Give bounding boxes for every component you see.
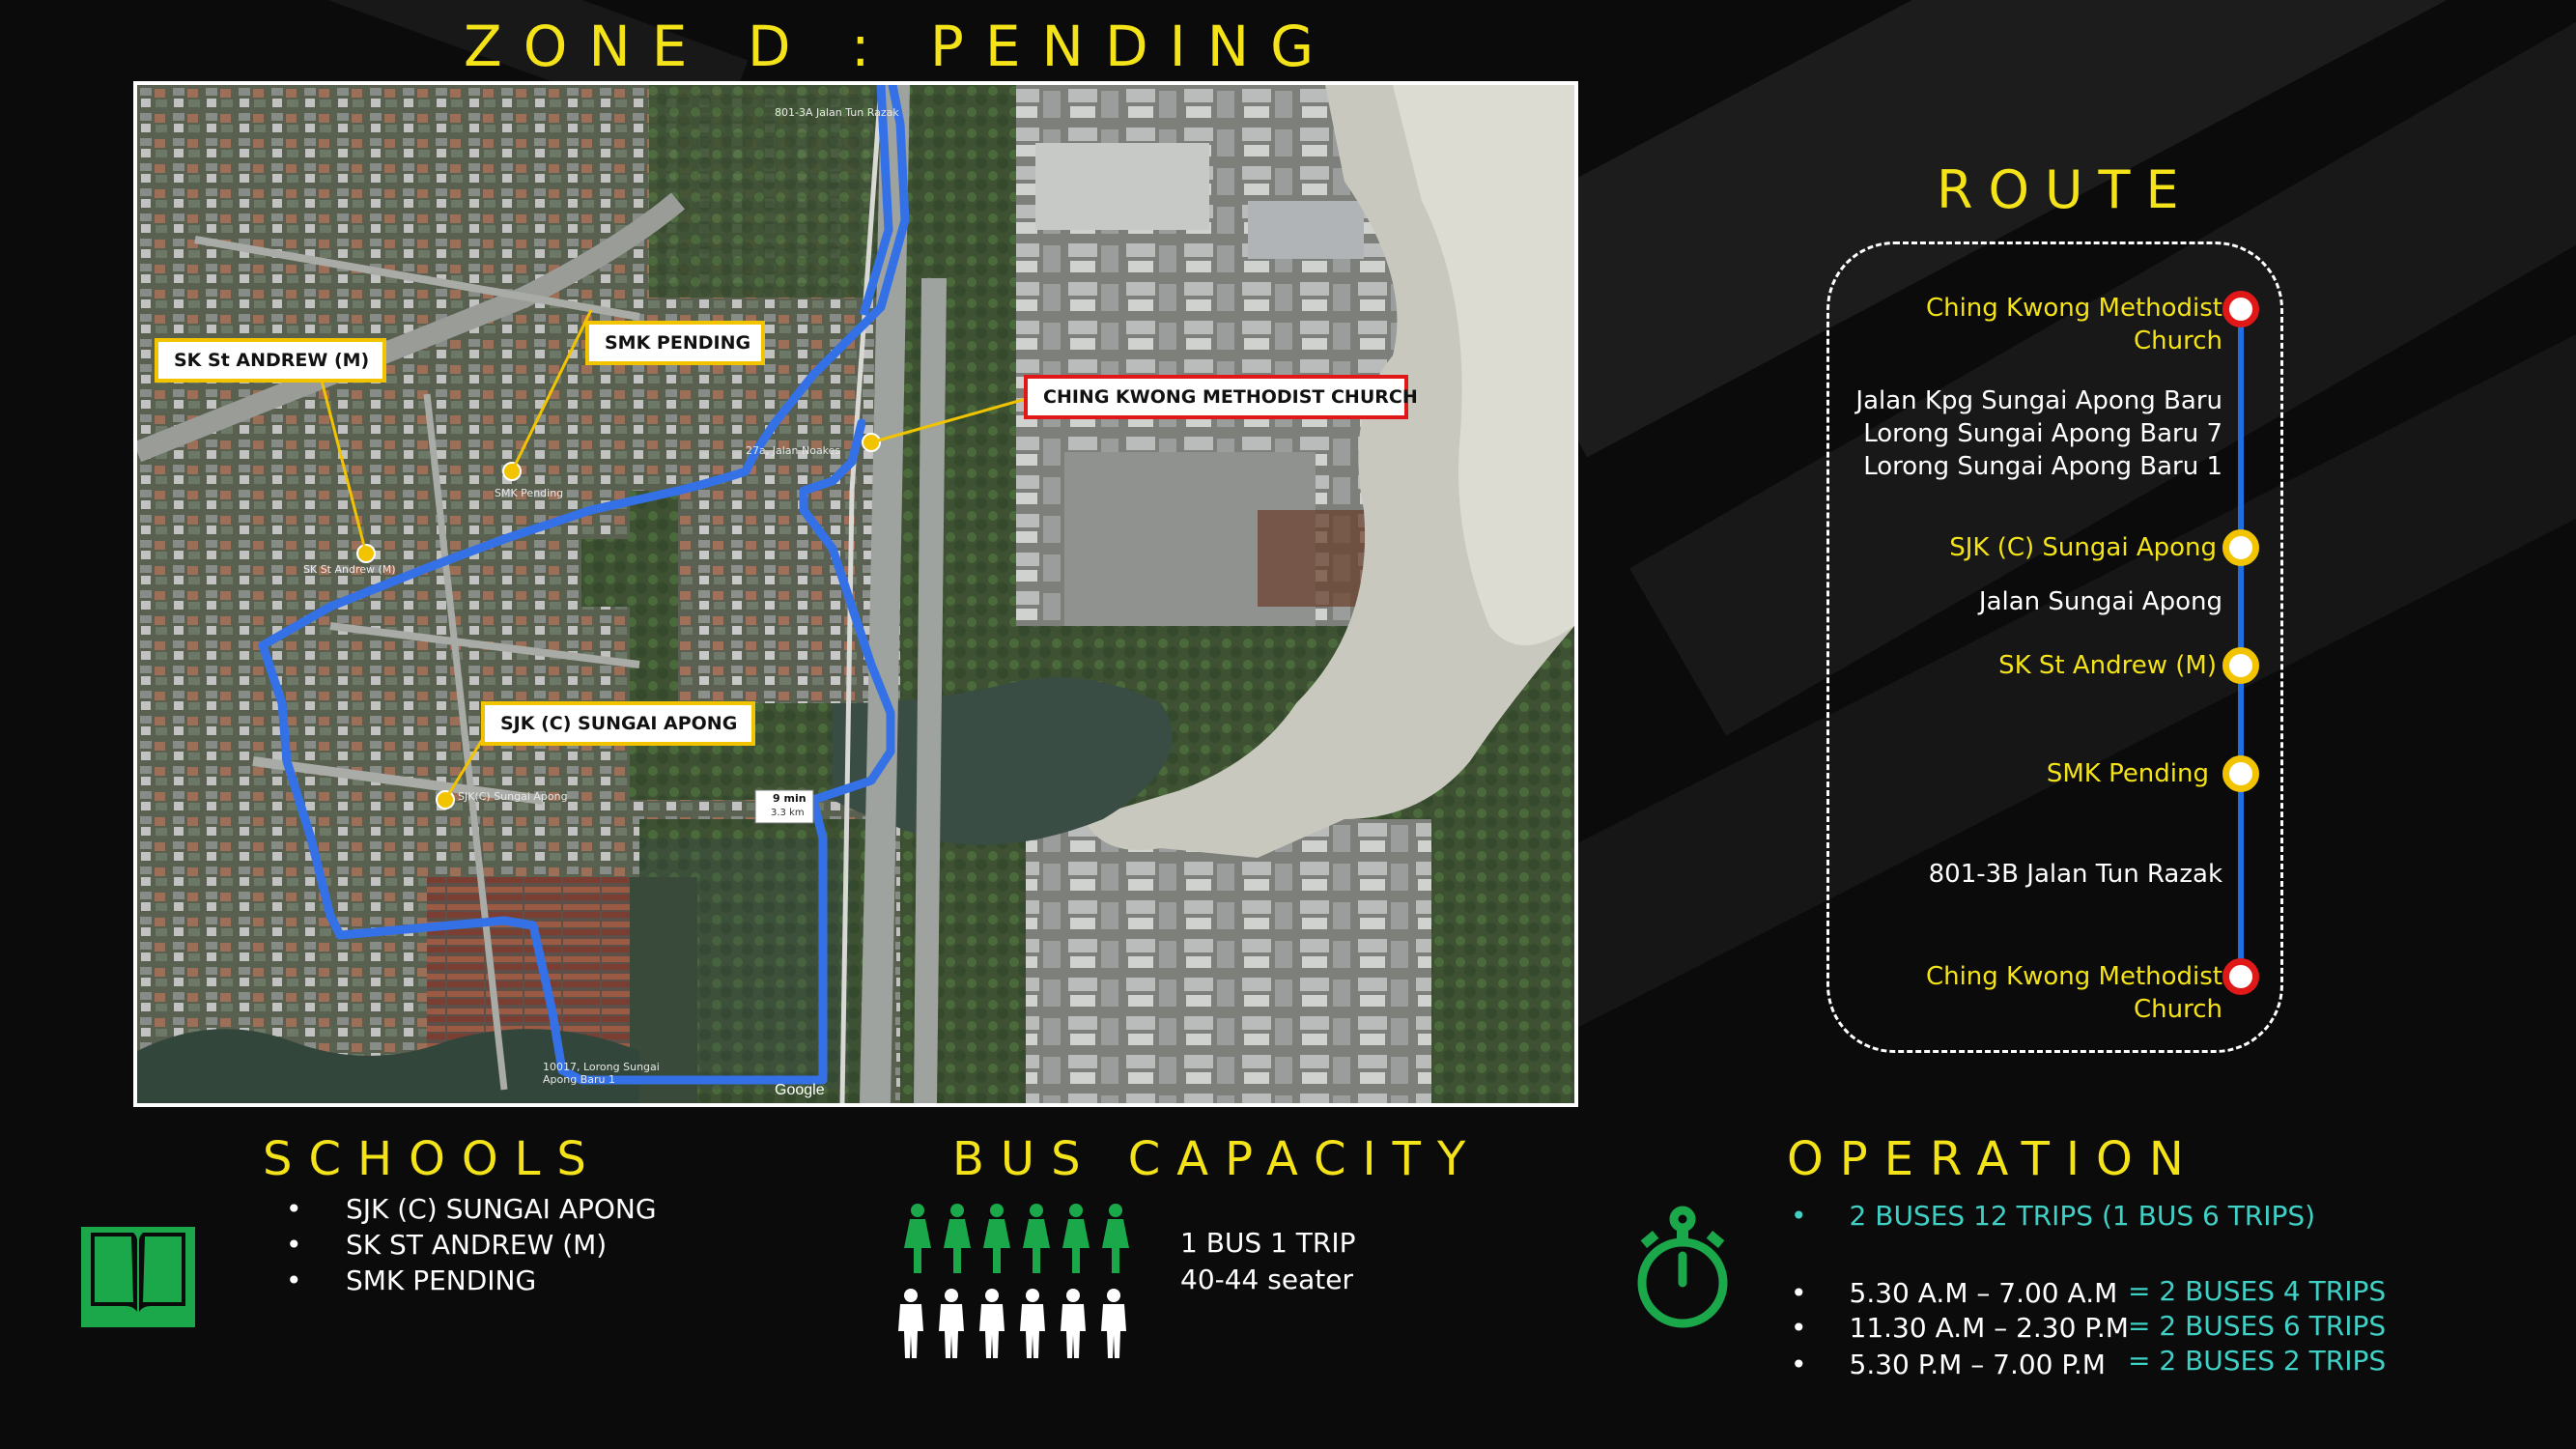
operation-slot: • 5.30 P.M – 7.00 P.M xyxy=(1791,1349,2106,1380)
stopwatch-icon xyxy=(1632,1206,1733,1333)
map-street-label: 27a, Jalan Noakes xyxy=(746,444,841,457)
map-street-label: SJK(C) Sungai Apong xyxy=(458,790,568,803)
map-street-label: SK St Andrew (M) xyxy=(303,563,396,576)
route-stop-tun-razak: 801-3B Jalan Tun Razak xyxy=(1928,860,2222,889)
operation-slot-trips: = 2 BUSES 4 TRIPS xyxy=(2128,1275,2387,1307)
schools-title: SCHOOLS xyxy=(263,1132,603,1186)
map-label-sk-st-andrew: SK St ANDREW (M) xyxy=(155,338,386,383)
stop-marker-sk xyxy=(2222,647,2259,684)
female-passengers-icon xyxy=(902,1204,1138,1273)
route-title: ROUTE xyxy=(1937,159,2194,220)
map-street-label: SMK Pending xyxy=(495,487,564,499)
route-stop-ching-kwong-end: Ching Kwong Methodist Church xyxy=(1925,962,2222,1024)
stop-marker-sjk xyxy=(2222,529,2259,566)
route-stop-sk: SK St Andrew (M) xyxy=(1998,651,2217,680)
bus-capacity-title: BUS CAPACITY xyxy=(952,1132,1483,1186)
operation-slot: • 11.30 A.M – 2.30 P.M xyxy=(1791,1312,2129,1344)
route-line xyxy=(2238,309,2244,976)
bus-capacity-trip: 1 BUS 1 TRIP xyxy=(1180,1227,1356,1259)
bus-capacity-seats: 40-44 seater xyxy=(1180,1264,1353,1295)
page-title: ZONE D : PENDING xyxy=(464,14,1336,79)
operation-summary: • 2 BUSES 12 TRIPS (1 BUS 6 TRIPS) xyxy=(1791,1200,2316,1232)
operation-title: OPERATION xyxy=(1787,1132,2200,1186)
satellite-map xyxy=(137,85,1574,1103)
route-stop-jalan-sungai-apong: Jalan Sungai Apong xyxy=(1978,587,2222,616)
operation-slot-trips: = 2 BUSES 2 TRIPS xyxy=(2128,1345,2387,1377)
operation-slot: • 5.30 A.M – 7.00 A.M xyxy=(1791,1277,2118,1309)
map-street-label: 10017, Lorong Sungai Apong Baru 1 xyxy=(543,1061,660,1086)
map-graphic xyxy=(137,85,1574,1103)
map-label-smk-pending: SMK PENDING xyxy=(585,321,765,365)
route-stop-jalan-kpg: Jalan Kpg Sungai Apong Baru Lorong Sungai Apong Baru 7 Lorong Sungai Apong Baru 1 xyxy=(1855,386,2222,481)
route-stop-smk: SMK Pending xyxy=(2046,759,2209,788)
route-stop-sjk: SJK (C) Sungai Apong xyxy=(1949,533,2217,562)
list-item: • SJK (C) SUNGAI APONG xyxy=(286,1193,657,1225)
map-label-sjk-sungai-apong: SJK (C) SUNGAI APONG xyxy=(481,701,755,746)
stop-marker-start xyxy=(2222,291,2259,327)
map-label-ching-kwong: CHING KWONG METHODIST CHURCH xyxy=(1024,375,1408,419)
route-panel xyxy=(1826,242,2283,1053)
male-passengers-icon xyxy=(896,1289,1138,1358)
operation-slot-trips: = 2 BUSES 6 TRIPS xyxy=(2128,1310,2387,1342)
route-map xyxy=(133,81,1578,1107)
travel-time: 9 min xyxy=(773,792,807,805)
schools-list xyxy=(286,1191,657,1298)
stop-marker-smk xyxy=(2222,755,2259,792)
map-street-label: 801-3A Jalan Tun Razak xyxy=(775,106,899,119)
list-item: • SK ST ANDREW (M) xyxy=(286,1229,608,1261)
list-item: • SMK PENDING xyxy=(286,1264,537,1296)
google-watermark: Google xyxy=(775,1082,825,1098)
stop-marker-end xyxy=(2222,958,2259,995)
route-stop-ching-kwong-start: Ching Kwong Methodist Church xyxy=(1925,294,2222,355)
travel-distance: 3.3 km xyxy=(771,808,805,818)
book-icon xyxy=(81,1219,195,1327)
